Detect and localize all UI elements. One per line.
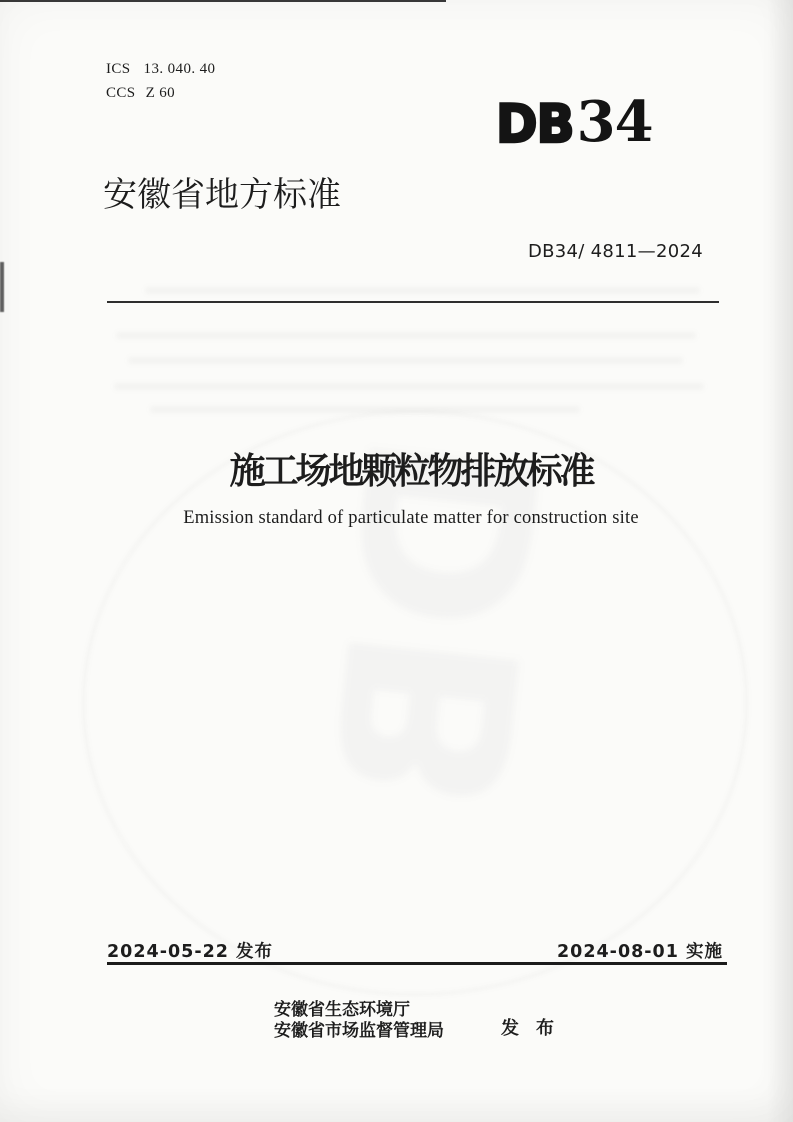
footer-rule xyxy=(107,962,727,965)
ics-code-row xyxy=(106,61,215,78)
ccs-value: Z 60 xyxy=(145,85,176,101)
bleedthrough-smudge xyxy=(128,357,683,364)
publishers-block xyxy=(274,1000,463,1041)
bleedthrough-smudge xyxy=(150,406,580,413)
logo-number-text: 34 xyxy=(576,89,653,155)
bleedthrough-smudge xyxy=(114,383,704,390)
issue-date: 2024-05-22 发布 xyxy=(107,942,274,962)
standard-category-title: 安徽省地方标准 xyxy=(103,176,341,214)
ics-value: 13. 040. 40 xyxy=(143,61,216,77)
ccs-label: CCS xyxy=(106,85,136,101)
scan-right-edge-shade xyxy=(767,0,793,1122)
publish-label: 发 布 xyxy=(501,1018,561,1038)
document-title-en: Emission standard of particulate matter for construction site xyxy=(183,508,639,528)
publisher-1: 安徽省生态环境厅 xyxy=(274,1000,410,1019)
scan-top-edge-artifact xyxy=(0,0,446,2)
bleedthrough-smudge xyxy=(116,332,696,339)
standard-number: DB34/ 4811—2024 xyxy=(527,241,703,262)
document-title-cn: 施工场地颗粒物排放标准 xyxy=(229,450,593,491)
db34-logo xyxy=(496,89,653,155)
publisher-2: 安徽省市场监督管理局 xyxy=(274,1020,444,1040)
ics-label: ICS xyxy=(106,61,131,77)
scan-left-edge-artifact xyxy=(0,262,4,312)
ccs-code-row xyxy=(106,85,175,102)
date-row xyxy=(107,938,723,963)
bleedthrough-smudge xyxy=(145,287,700,294)
implementation-date: 2024-08-01 实施 xyxy=(556,942,723,962)
header-rule xyxy=(107,301,719,303)
logo-db-text: DB xyxy=(496,93,574,155)
